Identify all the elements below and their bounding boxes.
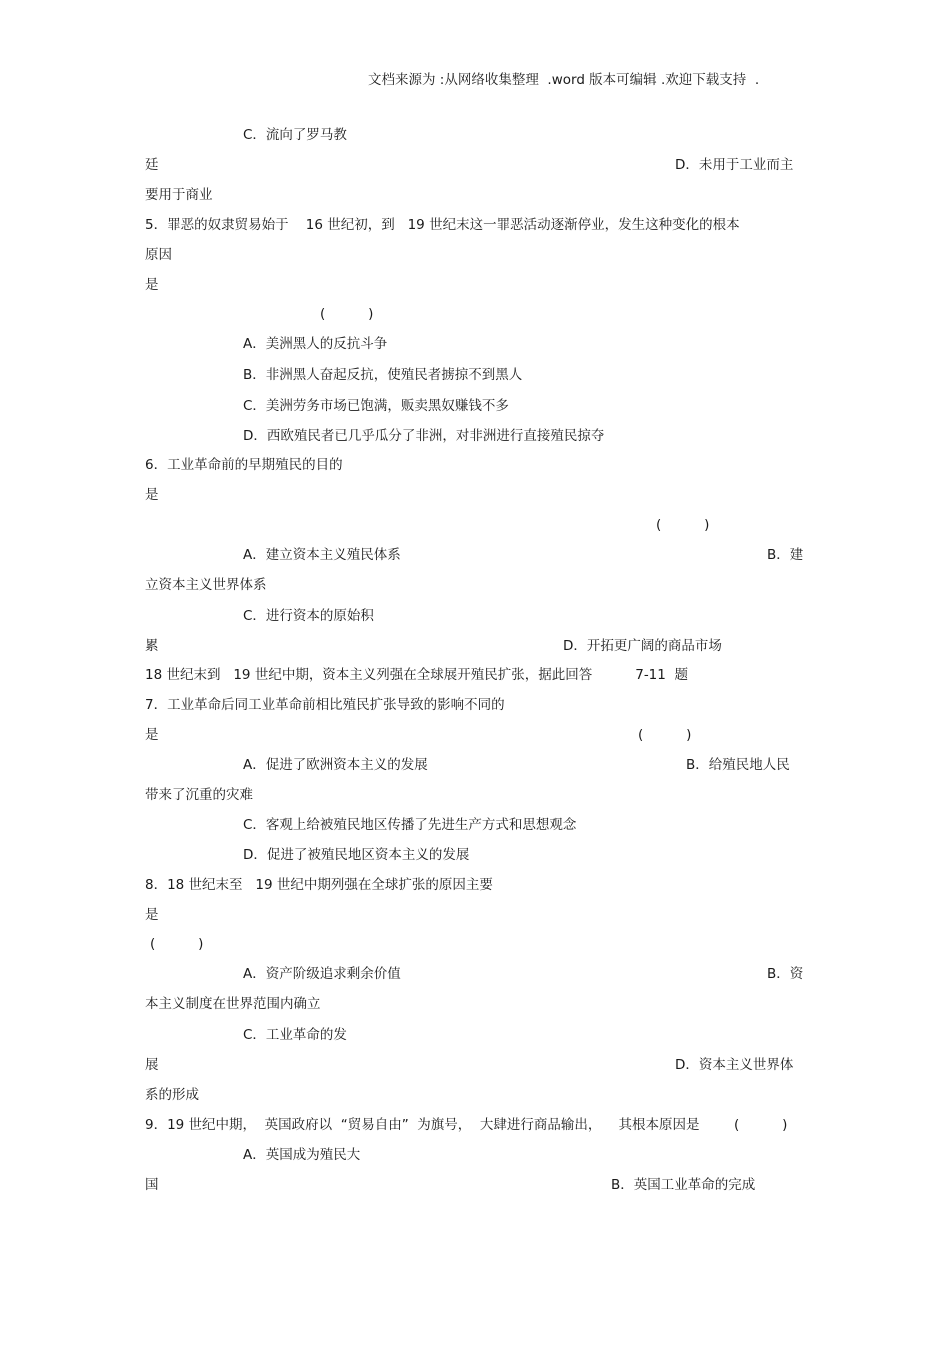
option-b-q5: B．非洲黑人奋起反抗，使殖民者掳掠不到黑人: [243, 367, 523, 383]
page-header: 文档来源为 :从网络收集整理 .word 版本可编辑 .欢迎下载支持 .: [368, 72, 760, 88]
option-a-q6: A．建立资本主义殖民体系: [243, 547, 401, 563]
question-7: 7．工业革命后同工业革命前相比殖民扩张导致的影响不同的: [145, 697, 505, 713]
question-5-cont: 原因: [145, 247, 172, 263]
option-d-q8: D．资本主义世界体: [675, 1057, 794, 1073]
answer-blank-q5: ( ): [320, 306, 374, 322]
option-c-q6-cont: 累: [145, 638, 159, 654]
option-b-q6-cont: 立资本主义世界体系: [145, 577, 267, 593]
option-d-q7: D．促进了被殖民地区资本主义的发展: [243, 847, 470, 863]
answer-blank-q9: ( ): [734, 1117, 788, 1133]
option-c-q7: C．客观上给被殖民地区传播了先进生产方式和思想观念: [243, 817, 577, 833]
question-8-cont: 是: [145, 907, 159, 923]
option-a-q9-cont: 国: [145, 1177, 159, 1193]
answer-blank-q8: ( ): [150, 936, 204, 952]
option-a-q5: A．美洲黑人的反抗斗争: [243, 336, 388, 352]
question-6-cont: 是: [145, 487, 159, 503]
question-5-cont2: 是: [145, 277, 159, 293]
option-a-q7: A．促进了欧洲资本主义的发展: [243, 757, 428, 773]
option-a-q8: A．资产阶级追求剩余价值: [243, 966, 401, 982]
option-d-q8-cont: 系的形成: [145, 1087, 199, 1103]
option-c-q6: C．进行资本的原始积: [243, 608, 374, 624]
option-b-q6: B．建: [767, 547, 804, 563]
option-d-q4: D．未用于工业而主: [675, 157, 794, 173]
option-c-q5: C．美洲劳务市场已饱满，贩卖黑奴赚钱不多: [243, 398, 509, 414]
option-d-q5: D．西欧殖民者已几乎瓜分了非洲，对非洲进行直接殖民掠夺: [243, 428, 605, 444]
answer-blank-q6: ( ): [656, 517, 710, 533]
option-c-q8-cont: 展: [145, 1057, 159, 1073]
option-c-q8: C．工业革命的发: [243, 1027, 347, 1043]
option-d-q6: D．开拓更广阔的商品市场: [563, 638, 722, 654]
section-intro: 18 世纪末到 19 世纪中期，资本主义列强在全球展开殖民扩张，据此回答 7-11 题: [145, 667, 688, 683]
option-b-q9: B．英国工业革命的完成: [611, 1177, 756, 1193]
option-b-q8: B．资: [767, 966, 804, 982]
question-7-cont: 是: [145, 727, 159, 743]
option-a-q9: A．英国成为殖民大: [243, 1147, 361, 1163]
option-b-q7: B．给殖民地人民: [686, 757, 790, 773]
answer-blank-q7: ( ): [638, 727, 692, 743]
option-d-q4-cont: 要用于商业: [145, 187, 213, 203]
question-6: 6．工业革命前的早期殖民的目的: [145, 457, 343, 473]
question-9: 9．19 世纪中期， 英国政府以 “贸易自由” 为旗号， 大肆进行商品输出， 其根本原因是: [145, 1117, 700, 1133]
option-c-q4-cont: 廷: [145, 157, 159, 173]
question-8: 8．18 世纪末至 19 世纪中期列强在全球扩张的原因主要: [145, 877, 493, 893]
option-b-q7-cont: 带来了沉重的灾难: [145, 787, 253, 803]
option-b-q8-cont: 本主义制度在世界范围内确立: [145, 996, 321, 1012]
question-5: 5．罪恶的奴隶贸易始于 16 世纪初，到 19 世纪末这一罪恶活动逐渐停业，发生这种变化的根本: [145, 217, 740, 233]
option-c-q4: C．流向了罗马教: [243, 127, 347, 143]
